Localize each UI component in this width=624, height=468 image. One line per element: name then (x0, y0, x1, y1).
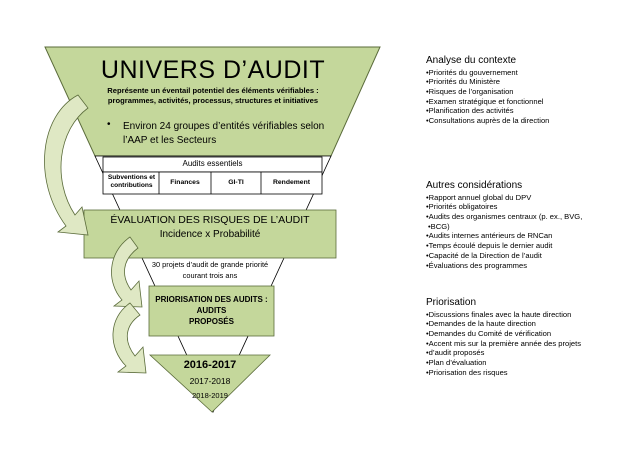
univers-subtitle-line2: programmes, activités, processus, structures et initiatives (107, 96, 319, 105)
list-item: • Priorités obligatoires (426, 202, 621, 212)
panel-prioritization-title: Priorisation (426, 297, 477, 308)
priority-line1: PRIORISATION DES AUDITS : (155, 295, 268, 304)
list-item: • Risques de l’organisation (426, 87, 621, 97)
panel-other-list (426, 193, 621, 271)
essentials-col-giti: GI-TI (228, 179, 244, 186)
projects-line2: courant trois ans (182, 271, 238, 280)
list-item: • Consultations auprès de la direction (426, 116, 621, 126)
year-2018-2019: 2018-2019 (192, 391, 228, 400)
list-item: • Temps écoulé depuis le dernier audit (426, 241, 621, 251)
year-2016-2017: 2016-2017 (183, 359, 237, 371)
panel-prioritization (426, 297, 621, 378)
list-item: • d’audit proposés (426, 348, 621, 358)
panel-context (426, 55, 621, 126)
list-item: • Accent mis sur la première année des projets (426, 339, 621, 349)
list-item: • Priorisation des risques (426, 368, 621, 378)
projects-line1: 30 projets d’audit de grande priorité (151, 260, 269, 269)
list-item: • Priorités du Ministère (426, 77, 621, 87)
panel-context-list (426, 68, 621, 126)
essentials-col-subventions: Subventions et contributions (107, 174, 156, 190)
univers-title: UNIVERS D’AUDIT (100, 56, 326, 84)
priority-line3: PROPOSÉS (189, 317, 234, 326)
essentials-col-rendement: Rendement (272, 179, 310, 186)
priority-line2: AUDITS (196, 306, 227, 315)
list-item: • Rapport annuel global du DPV (426, 193, 621, 203)
panel-context-title: Analyse du contexte (426, 55, 517, 66)
panel-other-considerations (426, 180, 621, 270)
arrow-priority-to-years (113, 303, 146, 373)
risk-title: ÉVALUATION DES RISQUES DE L’AUDIT (110, 214, 310, 226)
panel-prioritization-list (426, 310, 621, 378)
list-item: • Évaluations des programmes (426, 261, 621, 271)
univers-bullet-line1: Environ 24 groupes d’entités vérifiables selon (123, 121, 325, 132)
list-item: • BCG) (426, 222, 621, 232)
list-item: • Discussions finales avec la haute direction (426, 310, 621, 320)
list-item: • Audits des organismes centraux (p. ex., BVG, (426, 212, 621, 222)
list-item: • Capacité de la Direction de l’audit (426, 251, 621, 261)
list-item: • Plan d’évaluation (426, 358, 621, 368)
list-item: • Planification des activités (426, 106, 621, 116)
list-item: • Examen stratégique et fonctionnel (426, 97, 621, 107)
essentials-col-finances: Finances (170, 179, 200, 186)
univers-subtitle-line1: Représente un éventail potentiel des éléments vérifiables : (107, 86, 319, 95)
univers-bullet-dot: • (107, 119, 111, 130)
list-item: • Priorités du gouvernement (426, 68, 621, 78)
essentials-label: Audits essentiels (182, 159, 243, 168)
year-2017-2018: 2017-2018 (189, 376, 231, 386)
risk-subtitle: Incidence x Probabilité (159, 229, 261, 240)
panel-other-title: Autres considérations (426, 180, 523, 191)
list-item: • Demandes de la haute direction (426, 319, 621, 329)
univers-bullet-line2: l’AAP et les Secteurs (123, 135, 217, 146)
list-item: • Audits internes antérieurs de RNCan (426, 231, 621, 241)
list-item: • Demandes du Comité de vérification (426, 329, 621, 339)
